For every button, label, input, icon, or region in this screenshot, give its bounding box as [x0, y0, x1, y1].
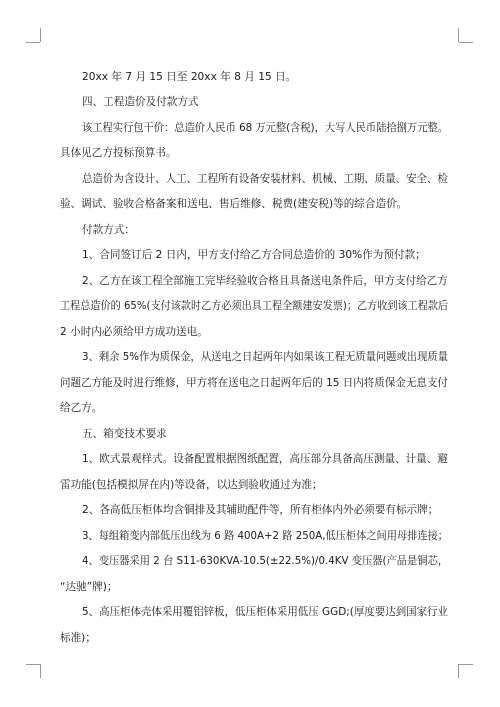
requirement-item-5: 5、高压柜体壳体采用覆铝锌板，低压柜体采用低压 GGD;(厚度要达到国家行业	[82, 606, 448, 618]
section-heading-transformer: 五、箱变技术要求	[82, 428, 167, 440]
paragraph-line: 该工程实行包干价：总造价人民币 68 万元整(含税)，大写人民币陆拾捌万元整。	[82, 122, 448, 134]
section-heading-price: 四、工程造价及付款方式	[82, 96, 199, 108]
payment-item-3: 3、剩余 5%作为质保金，从送电之日起两年内如果该工程无质量问题或出现质量	[82, 351, 448, 363]
requirement-item-3: 3、每组箱变内部低压出线为 6 路 400A+2 路 250A,低压柜体之间用母排连接；	[82, 530, 449, 542]
requirement-item-2: 2、各高低压柜体均含铜排及其辅助配件等，所有柜体内外必须要有标示牌；	[82, 504, 439, 516]
paragraph-line: 工程总造价的 65%(支付该款时乙方必须出具工程全额建安发票)；乙方收到该工程款后	[60, 300, 449, 312]
paragraph-line: 验、调试、验收合格备案和送电、售后维修、税费(建安税)等的综合造价。	[60, 198, 408, 210]
payment-item-1: 1、合同签订后 2 日内，甲方支付给乙方合同总造价的 30%作为预付款；	[82, 249, 426, 261]
crop-mark-top-left-horizontal	[26, 42, 40, 43]
paragraph-line: 标准)；	[60, 632, 96, 644]
paragraph-line: 总造价为含设计、人工、工程所有设备安装材料、机械、工期、质量、安全、检	[82, 173, 448, 185]
crop-mark-top-left-vertical	[40, 28, 41, 42]
crop-mark-top-right-vertical	[458, 28, 459, 42]
paragraph-line: 问题乙方能及时进行维修，甲方将在送电之日起两年后的 15 日内将质保金无息支付	[60, 377, 448, 389]
paragraph-line: 2 小时内必须给甲方成功送电。	[60, 326, 208, 338]
paragraph-line: 雷功能(包括模拟屏在内)等设备，以达到验收通过为准；	[60, 479, 323, 491]
requirement-item-4: 4、变压器采用 2 台 S11-630KVA-10.5(±22.5%)/0.4KV 变压器(产品是铜芯，	[82, 555, 449, 567]
paragraph-line: 具体见乙方投标预算书。	[60, 147, 177, 159]
payment-item-2: 2、乙方在该工程全部施工完毕经验收合格且具备送电条件后，甲方支付给乙方	[82, 275, 448, 287]
requirement-item-1: 1、欧式景观样式。设备配置根据图纸配置，高压部分具备高压测量、计量、避	[82, 453, 448, 465]
crop-mark-bottom-right-horizontal	[459, 664, 473, 665]
paragraph-line: 给乙方。	[60, 402, 103, 414]
crop-mark-bottom-left-vertical	[40, 664, 41, 678]
crop-mark-bottom-right-vertical	[458, 664, 459, 678]
crop-mark-top-right-horizontal	[459, 42, 473, 43]
crop-mark-bottom-left-horizontal	[26, 664, 40, 665]
paragraph-line: “达驰”牌)；	[60, 581, 118, 593]
payment-method-label: 付款方式：	[82, 224, 135, 236]
date-range-line: 20xx 年 7 月 15 日至 20xx 年 8 月 15 日。	[82, 71, 297, 83]
